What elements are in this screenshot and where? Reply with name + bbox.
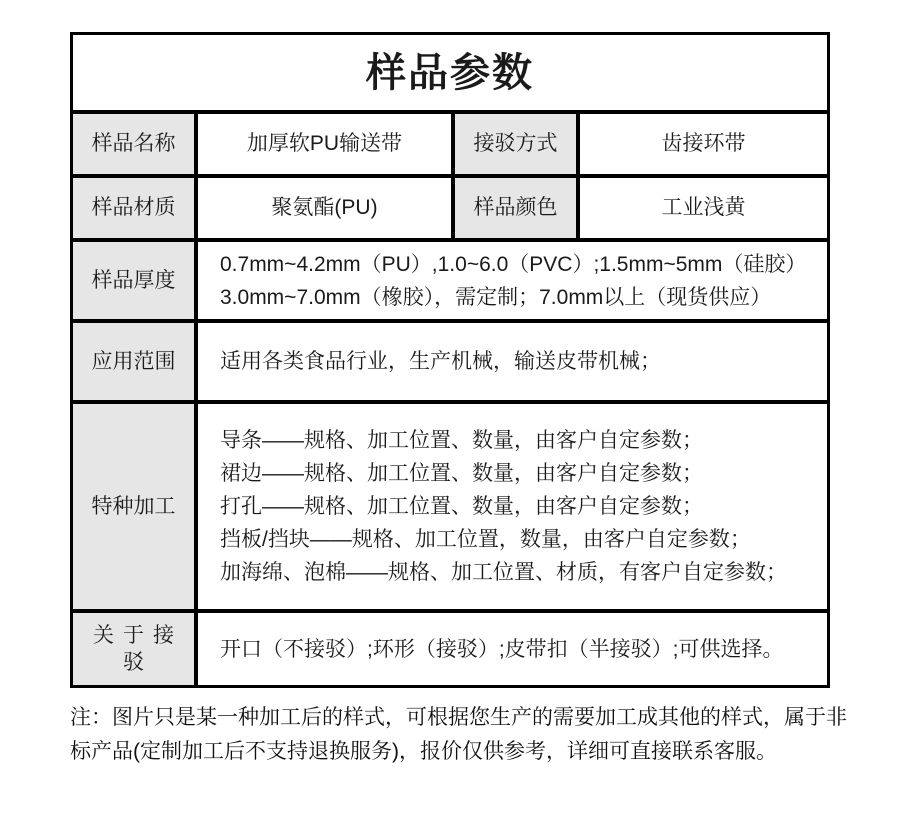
footer-note [70,701,847,769]
label-about-joint: 关于接驳 [73,613,194,685]
special-processing-line: 加海绵、泡棉——规格、加工位置、材质，有客户自定参数； [220,561,787,584]
label-special-processing: 特种加工 [73,404,194,609]
label-joint-method: 接驳方式 [455,114,576,174]
special-processing-line: 打孔——规格、加工位置、数量，由客户自定参数； [220,495,703,518]
application-line: 适用各类食品行业，生产机械，输送皮带机械； [220,350,661,373]
value-sample-thickness [198,242,827,319]
label-sample-name: 样品名称 [73,114,194,174]
value-application-range [198,323,827,400]
special-processing-line: 挡板/挡块——规格、加工位置，数量，由客户自定参数； [220,528,751,551]
value-about-joint [198,613,827,685]
label-sample-thickness: 样品厚度 [73,242,194,319]
value-sample-material: 聚氨酯(PU) [198,178,451,238]
footer-note-line: 标产品(定制加工后不支持退换服务)，报价仅供参考，详细可直接联系客服。 [70,740,777,763]
thickness-line: 3.0mm~7.0mm（橡胶），需定制；7.0mm以上（现货供应） [220,285,772,309]
special-processing-line: 裙边——规格、加工位置、数量，由客户自定参数； [220,462,703,485]
thickness-line: 0.7mm~4.2mm（PU）,1.0~6.0（PVC）;1.5mm~5mm（硅胶） [220,252,807,276]
label-sample-color: 样品颜色 [455,178,576,238]
sample-parameters-table [70,32,830,688]
footer-note-line: 注：图片只是某一种加工后的样式，可根据您生产的需要加工成其他的样式，属于非 [70,706,847,729]
table-title: 样品参数 [73,35,827,110]
label-application-range: 应用范围 [73,323,194,400]
value-joint-method: 齿接环带 [580,114,827,174]
value-sample-color: 工业浅黄 [580,178,827,238]
value-special-processing [198,404,827,609]
value-sample-name: 加厚软PU输送带 [198,114,451,174]
label-sample-material: 样品材质 [73,178,194,238]
special-processing-line: 导条——规格、加工位置、数量，由客户自定参数； [220,429,703,452]
about-joint-line: 开口（不接驳）;环形（接驳）;皮带扣（半接驳）;可供选择。 [220,637,784,661]
